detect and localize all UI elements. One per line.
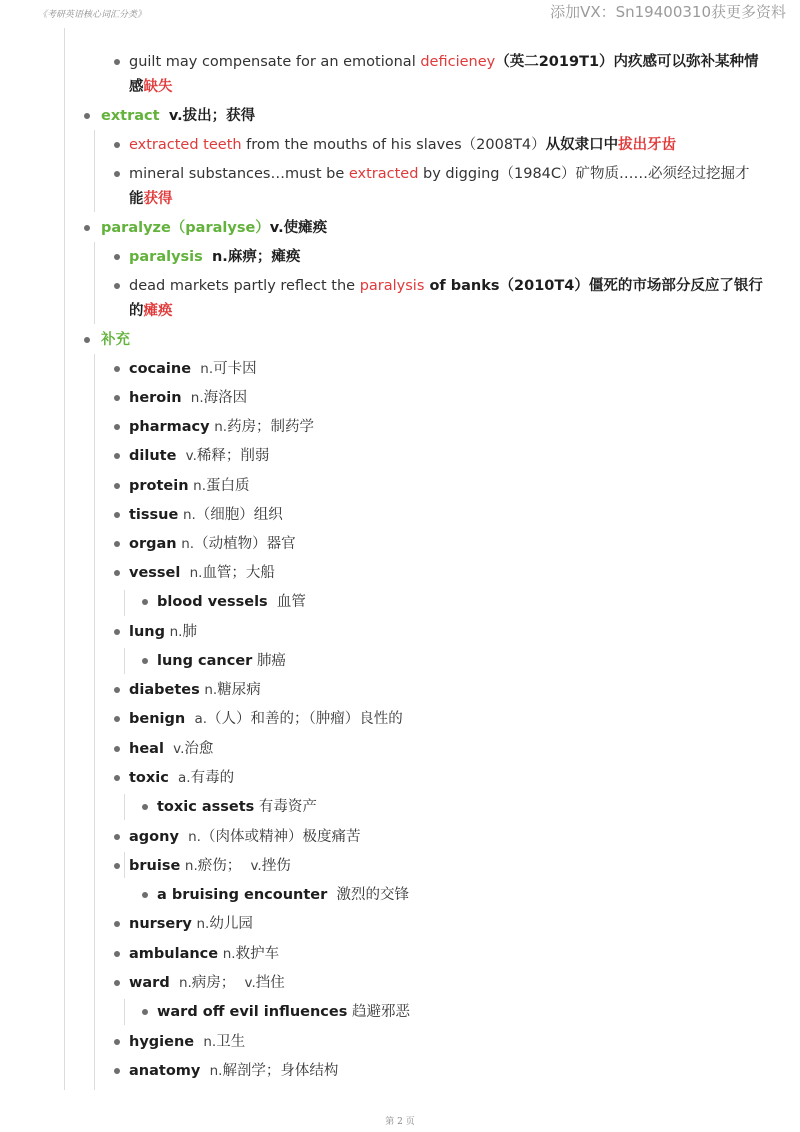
vocab-item (0, 503, 800, 527)
part-of-speech: n. (214, 419, 228, 435)
header-contact-note: 添加VX：Sn19400310获更多资料 (550, 3, 786, 21)
vocab-phrase: blood vessels (157, 594, 268, 610)
part-of-speech: n. (209, 1063, 223, 1079)
example-item-mineral (0, 162, 800, 186)
example-translation: 的 (129, 303, 144, 319)
example-item-extracted-teeth (0, 133, 800, 157)
bullet-icon (114, 283, 120, 289)
vocab-word: heal (129, 741, 164, 757)
entry-definition: v.拔出；获得 (168, 108, 256, 124)
vocab-word: vessel (129, 565, 181, 581)
vocab-word: hygiene (129, 1034, 195, 1050)
vocab-item (0, 766, 800, 790)
example-translation: （英二2019T1）内疚感可以弥补某种情 (495, 54, 759, 70)
vocab-meaning: 可卡因 (213, 361, 257, 377)
vocab-meaning: 瘀伤； (197, 858, 242, 874)
vocab-subitem (0, 883, 800, 907)
vocab-item (0, 415, 800, 439)
example-highlight: paralysis (359, 278, 425, 294)
example-text: dead markets partly reflect the (129, 278, 360, 294)
part-of-speech: n. (184, 858, 198, 874)
section-supplement-heading (0, 328, 800, 352)
vocab-meaning: 糖尿病 (217, 682, 261, 698)
bullet-icon (114, 59, 120, 65)
vocab-meaning: 卫生 (216, 1034, 246, 1050)
vocab-subitem (0, 1000, 800, 1024)
part-of-speech: v. (250, 858, 262, 874)
vocab-meaning: 稀释；削弱 (196, 448, 270, 464)
vocab-item (0, 942, 800, 966)
bullet-icon (114, 512, 120, 518)
entry-extract (0, 104, 800, 128)
vocab-item (0, 474, 800, 498)
entry-paralyze (0, 216, 800, 240)
vocab-phrase: a bruising encounter (157, 887, 328, 903)
example-item-guilt-line2 (0, 75, 800, 99)
part-of-speech: a. (178, 770, 191, 786)
vocab-word: lung (129, 624, 165, 640)
part-of-speech: n. (178, 975, 192, 991)
vocab-phrase: lung cancer (157, 653, 253, 669)
bullet-icon (142, 804, 148, 810)
entry-definition: n.麻痹；瘫痪 (211, 249, 301, 265)
header-book-title: 《考研英语核心词汇分类》 (38, 10, 147, 20)
vocab-meaning: 蛋白质 (206, 478, 250, 494)
part-of-speech: n. (169, 624, 183, 640)
vocab-word: dilute (129, 448, 177, 464)
vocab-meaning: （细胞）组织 (195, 507, 283, 523)
vocab-subitem (0, 649, 800, 673)
vocab-meaning: 肺 (182, 624, 197, 640)
vocab-meaning: 血管 (276, 594, 306, 610)
vocab-word: benign (129, 711, 186, 727)
bullet-icon (114, 570, 120, 576)
example-item-guilt (0, 50, 800, 74)
bullet-icon (114, 921, 120, 927)
example-translation: of banks（2010T4）僵死的市场部分反应了银行 (424, 278, 763, 294)
bullet-icon (114, 424, 120, 430)
bullet-icon (114, 863, 120, 869)
bullet-icon (114, 980, 120, 986)
example-translation: 感 (129, 79, 144, 95)
vocab-word: agony (129, 829, 179, 845)
vocab-item (0, 737, 800, 761)
part-of-speech: a. (194, 711, 208, 727)
part-of-speech: n. (181, 536, 195, 552)
vocab-meaning: 挫伤 (261, 858, 291, 874)
vocab-item (0, 912, 800, 936)
vocab-meaning: 有毒的 (190, 770, 235, 786)
example-highlight: extracted (348, 166, 419, 182)
part-of-speech: n. (222, 946, 236, 962)
vocab-item (0, 561, 800, 585)
example-highlight: 获得 (143, 191, 173, 207)
vocab-item (0, 444, 800, 468)
page-number: 第 2 页 (385, 1117, 415, 1127)
vocab-subitem (0, 590, 800, 614)
example-highlight: 缺失 (143, 79, 173, 95)
part-of-speech: n. (182, 507, 196, 523)
vocab-word: cocaine (129, 361, 192, 377)
vocab-meaning: （人）和善的；（肿瘤）良性的 (207, 711, 403, 727)
vocab-item (0, 1030, 800, 1054)
example-translation: 能 (129, 191, 144, 207)
example-highlight: 瘫痪 (143, 303, 173, 319)
vocab-item (0, 532, 800, 556)
bullet-icon (114, 254, 120, 260)
part-of-speech: v. (244, 975, 256, 991)
bullet-icon (84, 113, 90, 119)
vocab-word: pharmacy (129, 419, 210, 435)
vocab-word: protein (129, 478, 189, 494)
bullet-icon (114, 834, 120, 840)
bullet-icon (114, 366, 120, 372)
example-text: guilt may compensate for an emotional (129, 54, 421, 70)
vocab-word: nursery (129, 916, 192, 932)
example-item-mineral-line2 (0, 187, 800, 211)
bullet-icon (114, 1068, 120, 1074)
bullet-icon (142, 658, 148, 664)
bullet-icon (114, 716, 120, 722)
vocab-word: anatomy (129, 1063, 201, 1079)
example-text: from the mouths of his slaves（2008T4） (241, 137, 546, 153)
vocab-item (0, 707, 800, 731)
bullet-icon (114, 483, 120, 489)
part-of-speech: n. (196, 916, 210, 932)
vocab-word: heroin (129, 390, 182, 406)
bullet-icon (142, 892, 148, 898)
bullet-icon (84, 225, 90, 231)
vocab-meaning: 趋避邪恶 (351, 1004, 410, 1020)
part-of-speech: n. (203, 1034, 217, 1050)
bullet-icon (114, 951, 120, 957)
vocab-meaning: （肉体或精神）极度痛苦 (200, 829, 361, 845)
vocab-item (0, 620, 800, 644)
entry-word: paralysis (129, 249, 203, 265)
part-of-speech: n. (188, 829, 201, 845)
part-of-speech: n. (189, 565, 203, 581)
bullet-icon (114, 171, 120, 177)
vocab-item (0, 386, 800, 410)
vocab-meaning: 海洛因 (203, 390, 248, 406)
vocab-meaning: 解剖学；身体结构 (222, 1063, 339, 1079)
section-label: 补充 (101, 332, 130, 348)
example-item-dead-markets (0, 274, 800, 298)
bullet-icon (114, 746, 120, 752)
part-of-speech: n. (190, 390, 204, 406)
entry-paralysis (0, 245, 800, 269)
vocab-meaning: 救护车 (235, 946, 280, 962)
bullet-icon (114, 453, 120, 459)
vocab-phrase: toxic assets (157, 799, 255, 815)
example-translation: 从奴隶口中 (545, 137, 619, 153)
vocab-meaning: 药房；制药学 (227, 419, 315, 435)
entry-word: paralyze（paralyse） (101, 220, 270, 236)
bullet-icon (142, 599, 148, 605)
example-text: mineral substances…must be (129, 166, 349, 182)
vocab-meaning: 病房； (191, 975, 236, 991)
vocab-word: diabetes (129, 682, 200, 698)
example-highlight: 拔出牙齿 (618, 137, 677, 153)
vocab-meaning: 挡住 (255, 975, 285, 991)
vocab-subitem (0, 795, 800, 819)
vocab-meaning: （动植物）器官 (194, 536, 296, 552)
vocab-meaning: 有毒资产 (258, 799, 317, 815)
vocab-word: ambulance (129, 946, 219, 962)
vocab-phrase: ward off evil influences (157, 1004, 348, 1020)
bullet-icon (142, 1009, 148, 1015)
bullet-icon (114, 395, 120, 401)
vocab-item (0, 1059, 800, 1083)
vocab-meaning: 肺癌 (256, 653, 286, 669)
vocab-meaning: 激烈的交锋 (336, 887, 410, 903)
vocab-meaning: 幼儿园 (209, 916, 253, 932)
entry-definition: v.使瘫痪 (269, 220, 328, 236)
vocab-word: ward (129, 975, 170, 991)
example-highlight: extracted teeth (129, 137, 242, 153)
part-of-speech: v. (185, 448, 197, 464)
bullet-icon (84, 337, 90, 343)
bullet-icon (114, 629, 120, 635)
vocab-word: bruise (129, 858, 181, 874)
vocab-item (0, 854, 800, 878)
part-of-speech: n. (193, 478, 207, 494)
example-text: by digging（1984C）矿物质……必须经过挖掘才 (418, 166, 750, 182)
bullet-icon (114, 541, 120, 547)
vocab-meaning: 治愈 (184, 741, 214, 757)
vocab-item (0, 971, 800, 995)
part-of-speech: v. (173, 741, 185, 757)
vocab-meaning: 血管；大船 (202, 565, 275, 581)
bullet-icon (114, 1039, 120, 1045)
vocab-item (0, 678, 800, 702)
bullet-icon (114, 687, 120, 693)
vocab-item (0, 357, 800, 381)
vocab-word: organ (129, 536, 177, 552)
example-highlight: deficieney (420, 54, 496, 70)
vocab-item (0, 825, 800, 849)
bullet-icon (114, 142, 120, 148)
vocab-word: toxic (129, 770, 169, 786)
part-of-speech: n. (204, 682, 218, 698)
bullet-icon (114, 775, 120, 781)
part-of-speech: n. (200, 361, 214, 377)
entry-word: extract (101, 108, 160, 124)
vocab-word: tissue (129, 507, 179, 523)
example-item-dead-markets-line2 (0, 299, 800, 323)
